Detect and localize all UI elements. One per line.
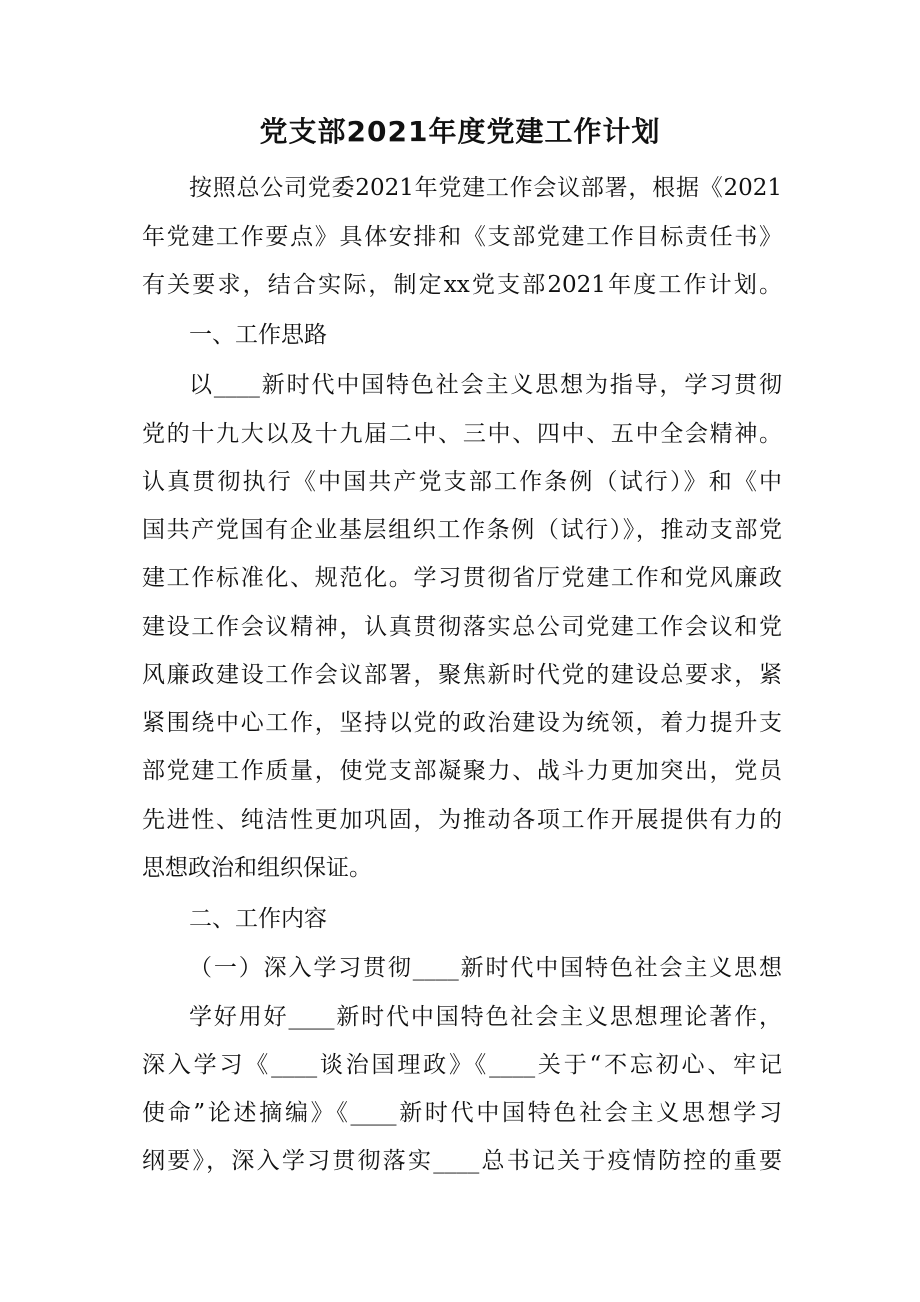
paragraph-line: 认真贯彻执行《中国共产党支部工作条例（试行）》和《中 [142,469,782,495]
paragraph-line: 使命”论述摘编》《____新时代中国特色社会主义思想学习 [142,1100,782,1126]
paragraph-line: 学好用好____新时代中国特色社会主义思想理论著作， [189,1004,782,1030]
paragraph-line: 深入学习《____谈治国理政》《____关于“不忘初心、牢记 [142,1052,782,1078]
paragraph-line: 思想政治和组织保证。 [142,855,372,881]
document-title: 党支部2021年度党建工作计划 [259,115,661,148]
paragraph-line: 以____新时代中国特色社会主义思想为指导，学习贯彻 [189,372,782,398]
paragraph-line: 国共产党国有企业基层组织工作条例（试行）》，推动支部党 [142,517,782,543]
paragraph-line: 年党建工作要点》具体安排和《支部党建工作目标责任书》 [142,224,782,250]
paragraph-line: 建设工作会议精神，认真贯彻落实总公司党建工作会议和党 [142,614,782,640]
paragraph-line: 紧围绕中心工作，坚持以党的政治建设为统领，着力提升支 [142,710,782,736]
section-heading: 一、工作思路 [189,322,327,348]
section-heading: 二、工作内容 [189,906,327,932]
subsection-heading: （一）深入学习贯彻____新时代中国特色社会主义思想 [189,955,782,981]
paragraph-line: 部党建工作质量，使党支部凝聚力、战斗力更加突出，党员 [142,758,782,784]
paragraph-line: 风廉政建设工作会议部署，聚焦新时代党的建设总要求，紧 [142,662,782,688]
paragraph-line: 纲要》，深入学习贯彻落实____总书记关于疫情防控的重要 [142,1148,782,1174]
paragraph-line: 党的十九大以及十九届二中、三中、四中、五中全会精神。 [142,421,782,447]
paragraph-line: 有关要求，结合实际，制定xx党支部2021年度工作计划。 [142,272,782,298]
paragraph-line: 按照总公司党委2021年党建工作会议部署，根据《2021 [189,175,782,201]
paragraph-line: 先进性、纯洁性更加巩固，为推动各项工作开展提供有力的 [142,807,782,833]
paragraph-line: 建工作标准化、规范化。学习贯彻省厅党建工作和党风廉政 [142,565,782,591]
